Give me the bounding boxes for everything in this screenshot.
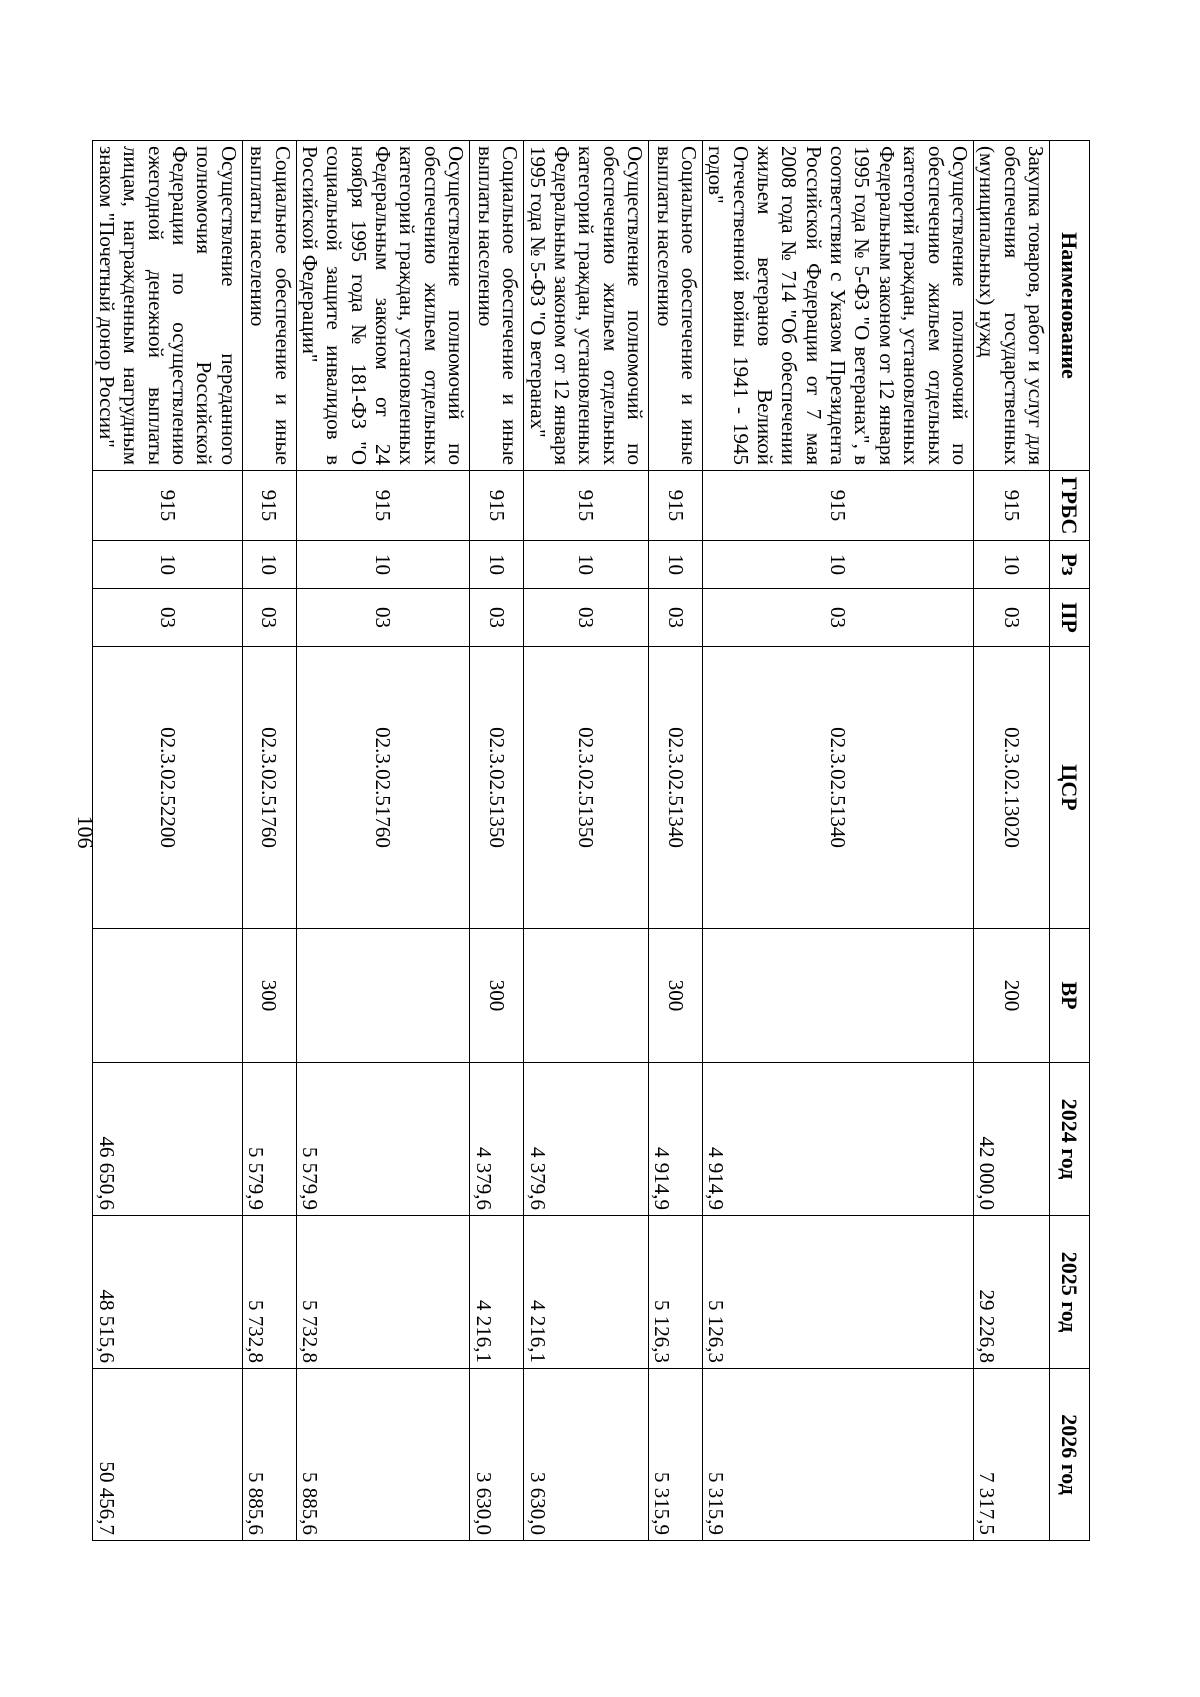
- row-2026: 5 885,6: [296, 1369, 470, 1541]
- header-2024: 2024 год: [1050, 1063, 1090, 1216]
- row-grbs: 915: [973, 471, 1049, 541]
- header-pr: ПР: [1050, 589, 1090, 647]
- row-pr: 03: [648, 589, 702, 647]
- row-2025: 4 216,1: [524, 1216, 649, 1369]
- row-vr: 300: [470, 929, 524, 1063]
- row-2025: 29 226,8: [973, 1216, 1049, 1369]
- row-csr: 02.3.02.51350: [524, 647, 649, 929]
- row-pr: 03: [93, 589, 242, 647]
- row-csr: 02.3.02.51760: [296, 647, 470, 929]
- row-csr: 02.3.02.51350: [470, 647, 524, 929]
- row-2024: 4 379,6: [524, 1063, 649, 1216]
- row-vr: 300: [242, 929, 296, 1063]
- row-pr: 03: [524, 589, 649, 647]
- row-2025: 4 216,1: [470, 1216, 524, 1369]
- row-rz: 10: [648, 541, 702, 589]
- row-2026: 50 456,7: [93, 1369, 242, 1541]
- row-name: Осуществление полномочий по обеспечению жильем отдельных категорий граждан, установленных Федеральным законом от 24 ноября 1995 года № 181-ФЗ "О социальной защите инвалидов в Российской Федерации": [296, 141, 470, 471]
- table-row: [973, 141, 1049, 1541]
- row-pr: 03: [702, 589, 973, 647]
- table-row: [702, 141, 973, 1541]
- row-csr: 02.3.02.51340: [648, 647, 702, 929]
- row-name: Закупка товаров, работ и услуг для обеспечения государственных (муниципальных) нужд: [973, 141, 1049, 471]
- row-2026: 3 630,0: [524, 1369, 649, 1541]
- row-grbs: 915: [470, 471, 524, 541]
- row-rz: 10: [296, 541, 470, 589]
- row-2026: 5 885,6: [242, 1369, 296, 1541]
- row-csr: 02.3.02.52200: [93, 647, 242, 929]
- row-grbs: 915: [524, 471, 649, 541]
- row-2024: 5 579,9: [296, 1063, 470, 1216]
- header-2025: 2025 год: [1050, 1216, 1090, 1369]
- row-rz: 10: [973, 541, 1049, 589]
- row-grbs: 915: [93, 471, 242, 541]
- row-pr: 03: [296, 589, 470, 647]
- row-rz: 10: [93, 541, 242, 589]
- row-2025: 5 126,3: [702, 1216, 973, 1369]
- header-csr: ЦСР: [1050, 647, 1090, 929]
- row-vr: 200: [973, 929, 1049, 1063]
- row-pr: 03: [242, 589, 296, 647]
- row-rz: 10: [470, 541, 524, 589]
- row-csr: 02.3.02.51760: [242, 647, 296, 929]
- header-row: [1050, 141, 1090, 1541]
- table-row: [648, 141, 702, 1541]
- row-2026: 3 630,0: [470, 1369, 524, 1541]
- row-vr: [524, 929, 649, 1063]
- row-2026: 5 315,9: [702, 1369, 973, 1541]
- table-row: [93, 141, 242, 1541]
- row-2024: 42 000,0: [973, 1063, 1049, 1216]
- row-2025: 48 515,6: [93, 1216, 242, 1369]
- row-pr: 03: [973, 589, 1049, 647]
- row-rz: 10: [702, 541, 973, 589]
- page-number: 106: [73, 815, 98, 849]
- header-2026: 2026 год: [1050, 1369, 1090, 1541]
- budget-table: [93, 140, 1091, 1541]
- row-2026: 7 317,5: [973, 1369, 1049, 1541]
- header-grbs: ГРБС: [1050, 471, 1090, 541]
- row-2025: 5 732,8: [242, 1216, 296, 1369]
- header-vr: ВР: [1050, 929, 1090, 1063]
- row-2024: 4 914,9: [702, 1063, 973, 1216]
- row-grbs: 915: [242, 471, 296, 541]
- row-csr: 02.3.02.13020: [973, 647, 1049, 929]
- row-name: Социальное обеспечение и иные выплаты населению: [648, 141, 702, 471]
- row-grbs: 915: [702, 471, 973, 541]
- row-rz: 10: [524, 541, 649, 589]
- table-row: [470, 141, 524, 1541]
- row-name: Осуществление полномочий по обеспечению жильем отдельных категорий граждан, установленных Федеральным законом от 12 января 1995 года № 5-ФЗ "О ветеранах", в соответствии с Указом Президента Российской Федерации от 7 мая 2008 года № 714 "Об обеспечении жильем ветеранов Великой Отечественной войны 1941 - 1945 годов": [702, 141, 973, 471]
- row-2025: 5 126,3: [648, 1216, 702, 1369]
- row-grbs: 915: [296, 471, 470, 541]
- row-2024: 4 914,9: [648, 1063, 702, 1216]
- table-row: [524, 141, 649, 1541]
- row-vr: [296, 929, 470, 1063]
- row-2026: 5 315,9: [648, 1369, 702, 1541]
- row-rz: 10: [242, 541, 296, 589]
- table-row: [242, 141, 296, 1541]
- row-2025: 5 732,8: [296, 1216, 470, 1369]
- rotated-table-container: [94, 140, 1090, 1540]
- row-csr: 02.3.02.51340: [702, 647, 973, 929]
- row-2024: 5 579,9: [242, 1063, 296, 1216]
- row-name: Социальное обеспечение и иные выплаты населению: [470, 141, 524, 471]
- row-2024: 4 379,6: [470, 1063, 524, 1216]
- header-name: Наименование: [1050, 141, 1090, 471]
- row-pr: 03: [470, 589, 524, 647]
- header-rz: Рз: [1050, 541, 1090, 589]
- row-vr: 300: [648, 929, 702, 1063]
- row-name: Осуществление переданного полномочия Российской Федерации по осуществлению ежегодной денежной выплаты лицам, награжденным нагрудным знаком "Почетный донор России": [93, 141, 242, 471]
- row-vr: [93, 929, 242, 1063]
- table-row: [296, 141, 470, 1541]
- row-name: Осуществление полномочий по обеспечению жильем отдельных категорий граждан, установленных Федеральным законом от 12 января 1995 года № 5-ФЗ "О ветеранах": [524, 141, 649, 471]
- row-2024: 46 650,6: [93, 1063, 242, 1216]
- row-vr: [702, 929, 973, 1063]
- row-grbs: 915: [648, 471, 702, 541]
- row-name: Социальное обеспечение и иные выплаты населению: [242, 141, 296, 471]
